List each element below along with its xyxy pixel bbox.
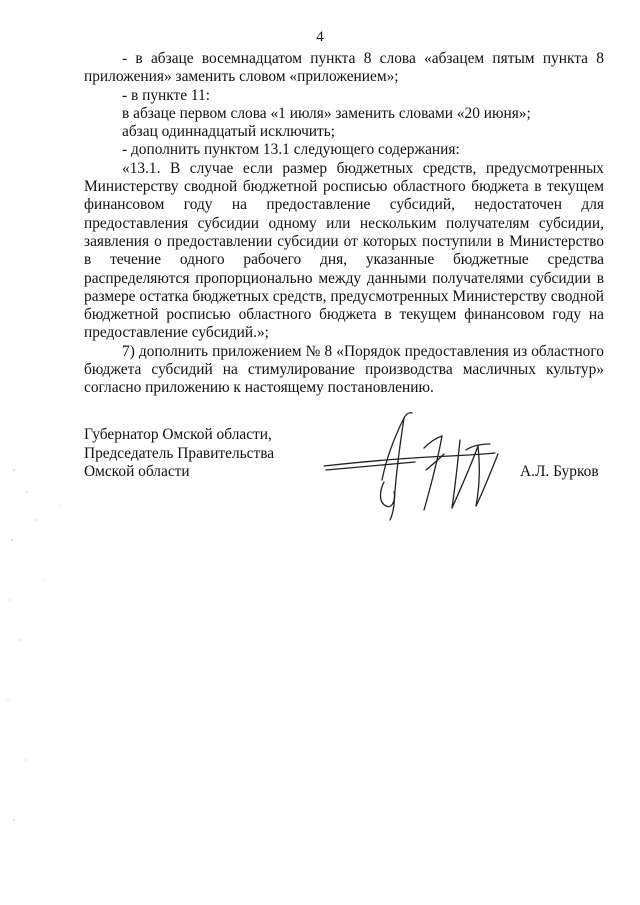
paragraph-point-11-heading: - в пункте 11:: [122, 86, 211, 104]
signer-position: [84, 426, 344, 482]
paragraph-point-11-first-abzac: в абзаце первом слова «1 июля» заменить словами «20 июня»;: [122, 104, 531, 122]
paragraph-item-7: 7) дополнить приложением № 8 «Порядок предоставления из областного бюджета субсидий на стимулирование производства масличных культур» согласно приложению к настоящему постановлению.: [84, 342, 604, 397]
paragraph-point-11-exclude: абзац одиннадцатый исключить;: [122, 123, 336, 141]
paragraph-add-point-13-1: - дополнить пунктом 13.1 следующего содержания:: [122, 141, 460, 159]
signer-position-line: Омской области: [84, 463, 190, 480]
paragraph-point-13-1-text: «13.1. В случае если размер бюджетных средств, предусмотренных Министерству сводной бюджетной росписью областного бюджета в текущем финансовом году на предоставление субсидий, недостаточен для предоставления субсидии одному или нескольким получателям субсидии, заявления о предоставлении субсидии от которых поступили в Министерство в течение одного рабочего дня, указанные бюджетные средства распределяются пропорционально между данными получателями субсидии в размере остатка бюджетных средств, предусмотренных Министерству сводной бюджетной росписью областного бюджета в текущем финансовом году на предоставление субсидий.»;: [84, 159, 604, 342]
document-body: [84, 50, 604, 398]
page-number: 4: [316, 29, 324, 45]
signer-name: А.Л. Бурков: [520, 463, 599, 480]
signer-position-line: Председатель Правительства: [84, 444, 275, 462]
paragraph-amend-point-8: - в абзаце восемнадцатом пункта 8 слова «абзацем пятым пункта 8 приложения» заменить словом «приложением»;: [84, 50, 604, 86]
signer-position-line: Губернатор Омской области,: [84, 426, 272, 443]
handwritten-signature: [320, 410, 520, 525]
